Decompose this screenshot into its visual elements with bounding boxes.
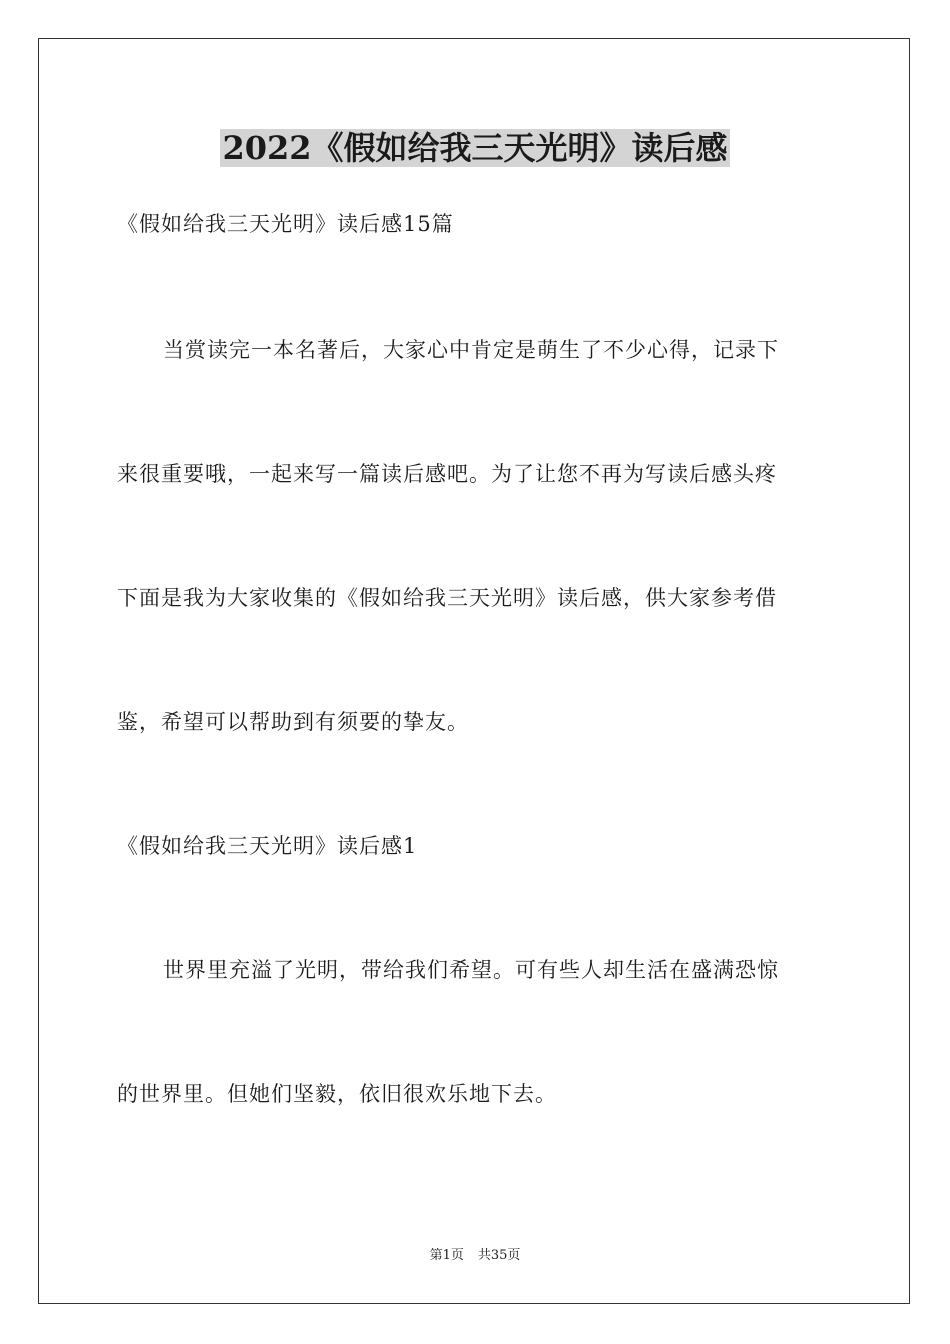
page-number-total: 共35页 [477,1248,521,1263]
section-heading: 《假如给我三天光明》读后感1 [117,834,418,858]
intro-paragraph-line: 当赏读完一本名著后，大家心中肯定是萌生了不少心得，记录下 [163,338,779,362]
intro-paragraph-line: 下面是我为大家收集的《假如给我三天光明》读后感，供大家参考借 [117,586,777,610]
intro-paragraph-line: 鉴，希望可以帮助到有须要的挚友。 [117,710,469,734]
document-subtitle: 《假如给我三天光明》读后感15篇 [117,212,454,236]
document-title-text: 2022《假如给我三天光明》读后感 [222,129,728,167]
document-title [0,128,950,168]
intro-paragraph-line: 来很重要哦，一起来写一篇读后感吧。为了让您不再为写读后感头疼 [117,462,777,486]
page-footer [0,1247,950,1265]
section-paragraph-line: 世界里充溢了光明，带给我们希望。可有些人却生活在盛满恐惊 [163,958,779,982]
section-paragraph-line: 的世界里。但她们坚毅，依旧很欢乐地下去。 [117,1082,557,1106]
page-number-current: 第1页 [429,1248,464,1263]
